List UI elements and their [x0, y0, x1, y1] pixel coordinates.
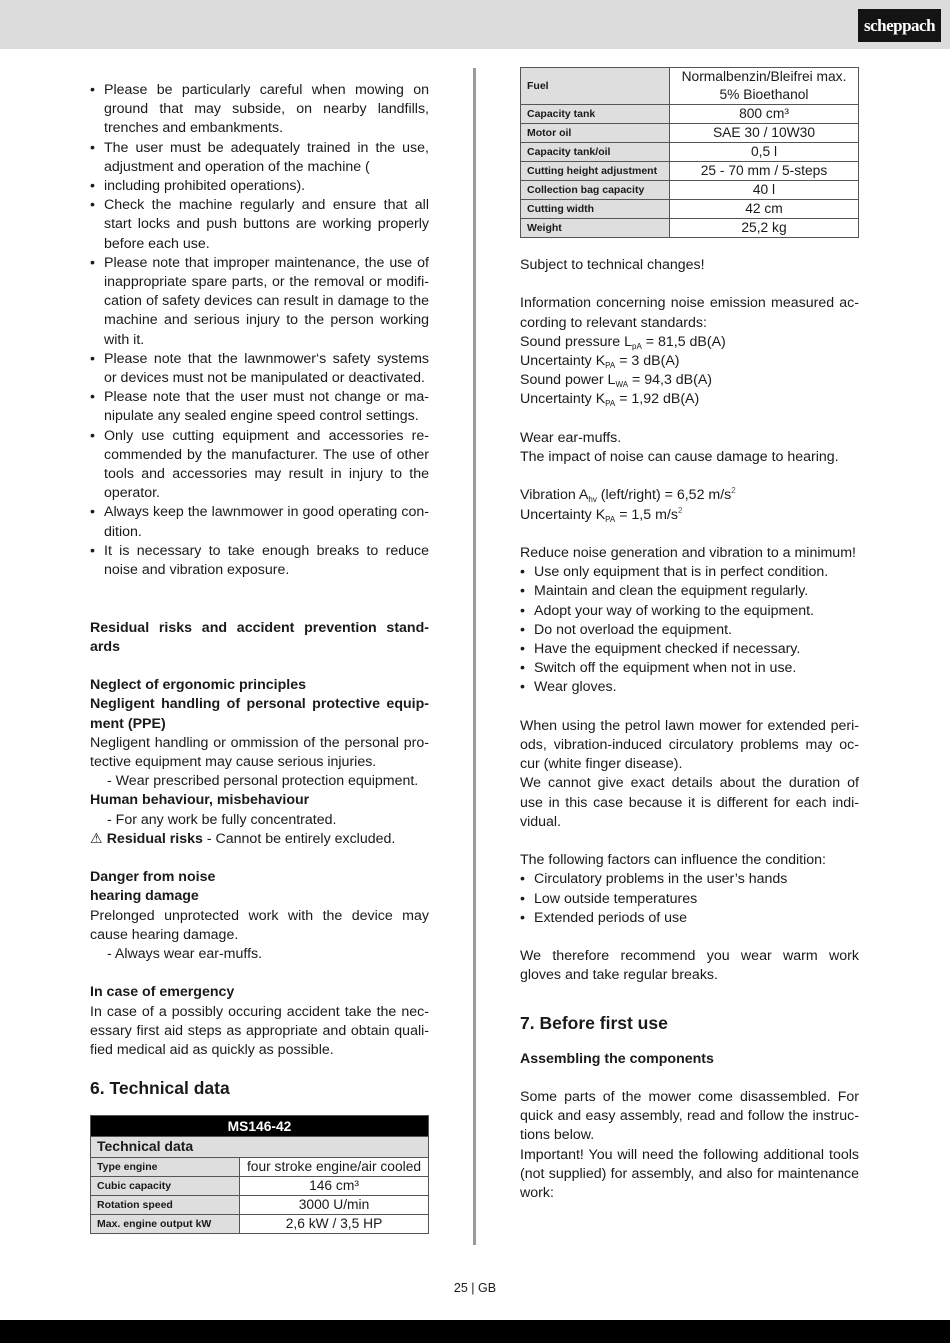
safety-bullet-list — [90, 81, 429, 580]
technical-data-table-continued — [520, 67, 859, 238]
sound-power: Sound power $L_{WA} = 94,3$ dB(A) — [520, 372, 713, 390]
list-item: • Only use cutting equipment and accessories re-commended by the manufacturer. The use of other tools and accessories may result in injury to the operator. — [90, 427, 429, 504]
table-row: Cubic capacity 146 cm³ — [91, 1176, 429, 1195]
vibration-value: Vibration $A_{hv}$ (left/right) = 6,52 $m/s^2$ — [520, 486, 736, 505]
behaviour-item: - For any work be fully concentrated. — [107, 811, 337, 828]
ergonomic-heading: Neglect of ergonomic principles — [90, 677, 307, 694]
noise-text: Prelonged unprotected work with the device may cause hearing damage. — [90, 907, 429, 943]
list-item: • Adopt your way of working to the equipment. — [520, 602, 859, 621]
list-item: • Circulatory problems in the user’s hands — [520, 870, 859, 889]
noise-heading: Danger from noise — [90, 869, 216, 886]
column-divider — [473, 68, 476, 1245]
left-column — [90, 81, 429, 1234]
ppe-item: - Wear prescribed personal protection equipment. — [107, 773, 419, 790]
brand-logo: scheppach — [858, 9, 941, 42]
before-first-use-heading: 7. Before first use — [520, 1012, 668, 1033]
list-item: • Please be particularly careful when mowing on ground that may subside, on nearby landfills, trenches and embankments. — [90, 81, 429, 139]
list-item: • Low outside temperatures — [520, 890, 859, 909]
noise-info: Information concerning noise emission measured ac-cording to relevant standards: — [520, 295, 859, 331]
list-item: • Extended periods of use — [520, 909, 859, 928]
header-bar — [0, 0, 950, 49]
wear-earmuffs: Wear ear-muffs. — [520, 429, 622, 446]
important-text: Important! You will need the following additional tools (not supplied) for assembly, and also for maintenance work: — [520, 1146, 859, 1202]
table-row: Max. engine output kW 2,6 kW / 3,5 HP — [91, 1214, 429, 1233]
behaviour-heading: Human behaviour, misbehaviour — [90, 792, 310, 809]
table-row: Motor oil SAE 30 / 10W30 — [521, 124, 859, 143]
residual-risks-label: Residual risks — [106, 830, 203, 847]
list-item: • Please note that the lawnmower‘s safety systems or devices must not be manipulated or deactivated. — [90, 350, 429, 388]
table-row: Capacity tank 800 cm³ — [521, 105, 859, 124]
noise-impact: The impact of noise can cause damage to hearing. — [520, 449, 839, 465]
table-row: Capacity tank/oil 0,5 l — [521, 143, 859, 162]
exact-details-text: We cannot give exact details about the duration of use in this case because it is different for each indi-vidual. — [520, 775, 859, 830]
table-row: Weight 25,2 kg — [521, 219, 859, 238]
reduce-bullet-list — [520, 563, 859, 697]
emergency-heading: In case of emergency — [90, 984, 235, 1001]
some-parts-text: Some parts of the mower come disassembled. For quick and easy assembly, read and follow the instruc-tions below. — [520, 1089, 859, 1144]
subject-to-change: Subject to technical changes! — [520, 257, 705, 273]
uncertainty-power: Uncertainty $K_{PA} = 1,92$ dB(A) — [520, 391, 700, 409]
footer-bar — [0, 1320, 950, 1343]
page-number: 25 | GB — [453, 1281, 497, 1295]
list-item: • Please note that the user must not change or ma-nipulate any sealed engine speed control settings. — [90, 388, 429, 426]
reduce-heading: Reduce noise generation and vibration to a minimum! — [520, 544, 856, 561]
assembling-heading: Assembling the components — [520, 1050, 714, 1067]
table-row: Fuel Normalbenzin/Bleifrei max. 5% Bioethanol — [521, 68, 859, 105]
table-row: Cutting height adjustment 25 - 70 mm / 5-steps — [521, 162, 859, 181]
ppe-text: Negligent handling or ommission of the personal pro-tective equipment may cause serious injuries. — [90, 734, 429, 771]
model-title: MS146-42 — [91, 1116, 429, 1137]
uncertainty-pressure: Uncertainty $K_{PA} = 3$ dB(A) — [520, 353, 680, 370]
sound-pressure: Sound pressure $L_{pA} = 81,5$ dB(A) — [520, 333, 726, 351]
technical-data-table — [90, 1115, 429, 1233]
list-item: • Wear gloves. — [520, 678, 859, 697]
list-item: • Have the equipment checked if necessary. — [520, 640, 859, 659]
noise-item: - Always wear ear-muffs. — [107, 946, 263, 963]
table-row: Type engine four stroke engine/air cooled — [91, 1157, 429, 1176]
list-item: • It is necessary to take enough breaks to reduce noise and vibration exposure. — [90, 542, 429, 580]
technical-data-heading: 6. Technical data — [90, 1078, 230, 1099]
list-item: • Use only equipment that is in perfect condition. — [520, 563, 859, 582]
list-item: • The user must be adequately trained in the use, adjustment and operation of the machine ( — [90, 139, 429, 177]
residual-risks-line — [90, 830, 429, 849]
emergency-text: In case of a possibly occuring accident take the nec-essary first aid steps as appropriate and obtain quali-fied medical aid as quickly as possible. — [90, 1003, 429, 1059]
list-item: • Switch off the equipment when not in use. — [520, 659, 859, 678]
warning-icon: ⚠ — [90, 830, 103, 847]
list-item: • Check the machine regularly and ensure that all start locks and push buttons are working properly before each use. — [90, 196, 429, 254]
ppe-heading: Negligent handling of personal protective equip-ment (PPE) — [90, 696, 429, 732]
list-item: • Do not overload the equipment. — [520, 621, 859, 640]
table-row: Collection bag capacity 40 l — [521, 181, 859, 200]
residual-risks-heading: Residual risks and accident prevention stand-ards — [90, 619, 429, 655]
right-column — [520, 67, 859, 1203]
factors-bullet-list — [520, 870, 859, 928]
list-item: • Please note that improper maintenance, the use of inappropriate spare parts, or the removal or modifi-cation of safety devices can result in damage to the machine and serious injury to the person working with it. — [90, 254, 429, 350]
extended-use-text: When using the petrol lawn mower for extended peri-ods, vibration-induced circulatory problems may oc-cur (white finger disease). — [520, 717, 859, 773]
table-row: Cutting width 42 cm — [521, 200, 859, 219]
residual-risks-text: - Cannot be entirely excluded. — [202, 830, 396, 847]
list-item: • Always keep the lawnmower in good operating con-dition. — [90, 503, 429, 541]
uncertainty-vibration: Uncertainty $K_{PA} = 1,5$ $m/s^2$ — [520, 505, 683, 524]
list-item: • including prohibited operations). — [90, 177, 429, 196]
table-header: Technical data — [91, 1137, 429, 1157]
factors-heading: The following factors can influence the condition: — [520, 852, 827, 869]
recommend-text: We therefore recommend you wear warm work gloves and take regular breaks. — [520, 948, 859, 984]
list-item: • Maintain and clean the equipment regularly. — [520, 582, 859, 601]
hearing-heading: hearing damage — [90, 888, 199, 905]
table-row: Rotation speed 3000 U/min — [91, 1195, 429, 1214]
